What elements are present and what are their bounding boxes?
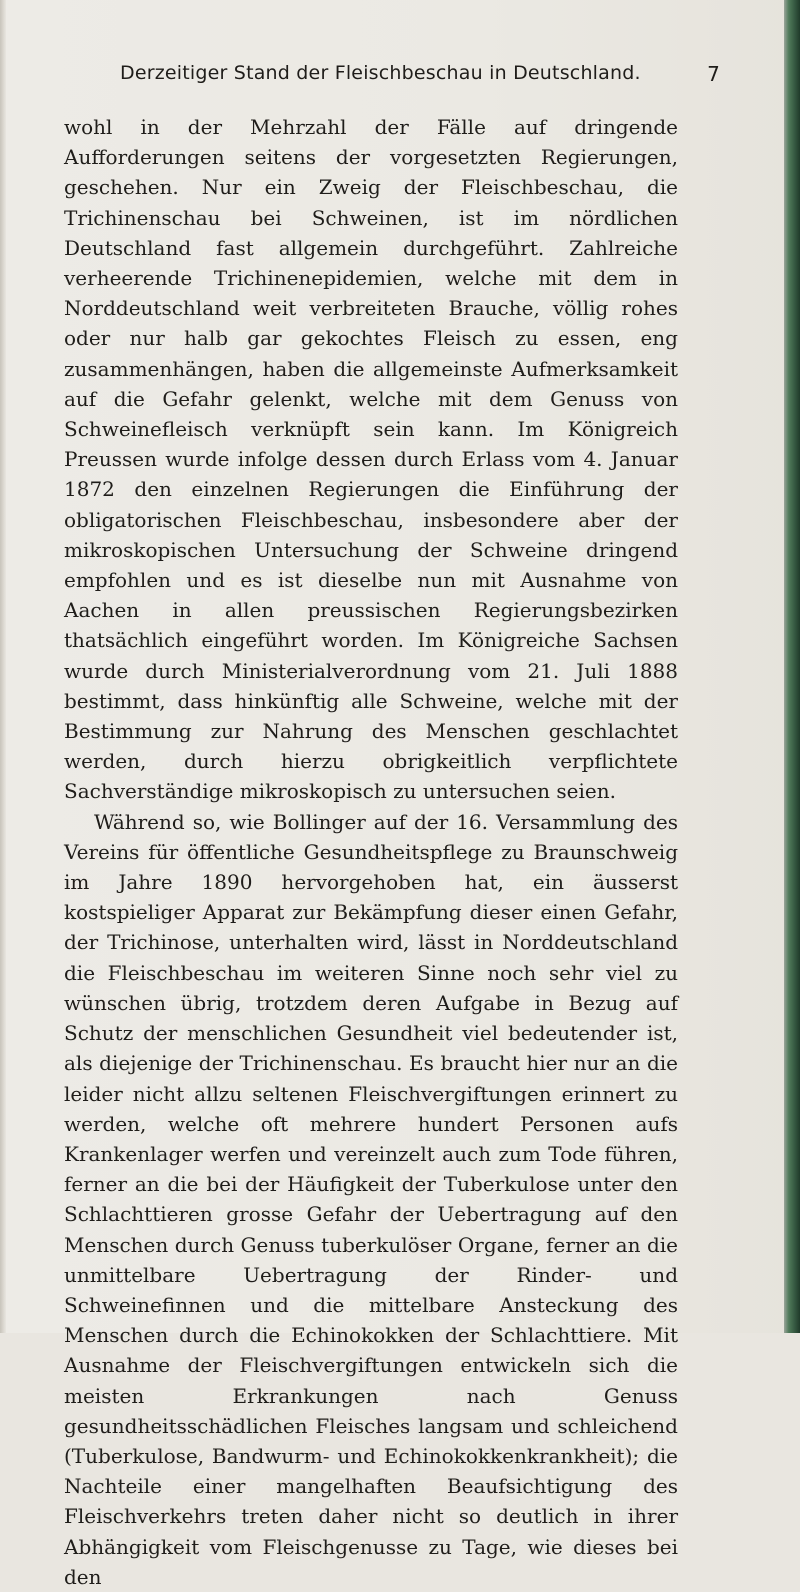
page-left-edge: [0, 0, 6, 1333]
body-text: [64, 112, 678, 1592]
running-header: [120, 62, 720, 92]
paragraph-2: Während so, wie Bollinger auf der 16. Versammlung des Vereins für öffentliche Gesundheitspflege zu Braunschweig im Jahre 1890 hervorgehoben hat, ein äusserst kostspieliger Apparat zur Bekämpfung dieser einen Gefahr, der Trichinose, unterhalten wird, lässt in Norddeutschland die Fleischbeschau im weiteren Sinne noch sehr viel zu wünschen übrig, trotzdem deren Aufgabe in Bezug auf Schutz der menschlichen Gesundheit viel bedeutender ist, als diejenige der Trichinenschau. Es braucht hier nur an die leider nicht allzu seltenen Fleischvergiftungen erinnert zu werden, welche oft mehrere hundert Personen aufs Krankenlager werfen und vereinzelt auch zum Tode führen, ferner an die bei der Häufigkeit der Tuberkulose unter den Schlachttieren grosse Gefahr der Uebertragung auf den Menschen durch Genuss tuberkulöser Organe, ferner an die unmittelbare Uebertragung der Rinder- und Schweinefinnen und die mittelbare Ansteckung des Menschen durch die Echinokokken der Schlachttiere. Mit Ausnahme der Fleischvergiftungen entwickeln sich die meisten Erkrankungen nach Genuss gesundheitsschädlichen Fleisches langsam und schleichend (Tuberkulose, Bandwurm- und Echinokokkenkrankheit); die Nachteile einer mangelhaften Beaufsichtigung des Fleischverkehrs treten daher nicht so deutlich in ihrer Abhängigkeit vom Fleischgenusse zu Tage, wie dieses bei den: [64, 809, 678, 1589]
book-cover-edge: [784, 0, 800, 1333]
paragraph-1: wohl in der Mehrzahl der Fälle auf dringende Aufforderungen seitens der vorgesetzten Regierungen, geschehen. Nur ein Zweig der Fleischbeschau, die Trichinenschau bei Schweinen, ist im nördlichen Deutschland fast allgemein durchgeführt. Zahlreiche verheerende Trichinenepidemien, welche mit dem in Norddeutschland weit verbreiteten Brauche, völlig rohes oder nur halb gar gekochtes Fleisch zu essen, eng zusammenhängen, haben die allgemeinste Aufmerksamkeit auf die Gefahr gelenkt, welche mit dem Genuss von Schweinefleisch verknüpft sein kann. Im Königreich Preussen wurde infolge dessen durch Erlass vom 4. Januar 1872 den einzelnen Regierungen die Einführung der obligatorischen Fleischbeschau, insbesondere aber der mikroskopischen Untersuchung der Schweine dringend empfohlen und es ist dieselbe nun mit Ausnahme von Aachen in allen preussischen Regierungsbezirken thatsächlich eingeführt worden. Im Königreiche Sachsen wurde durch Ministerialverordnung vom 21. Juli 1888 bestimmt, dass hinkünftig alle Schweine, welche mit der Bestimmung zur Nahrung des Menschen geschlachtet werden, durch hierzu obrigkeitlich verpflichtete Sachverständige mikroskopisch zu untersuchen seien.: [64, 115, 678, 804]
page-number: 7: [707, 62, 720, 86]
running-header-title: Derzeitiger Stand der Fleischbeschau in Deutschland.: [120, 62, 641, 84]
